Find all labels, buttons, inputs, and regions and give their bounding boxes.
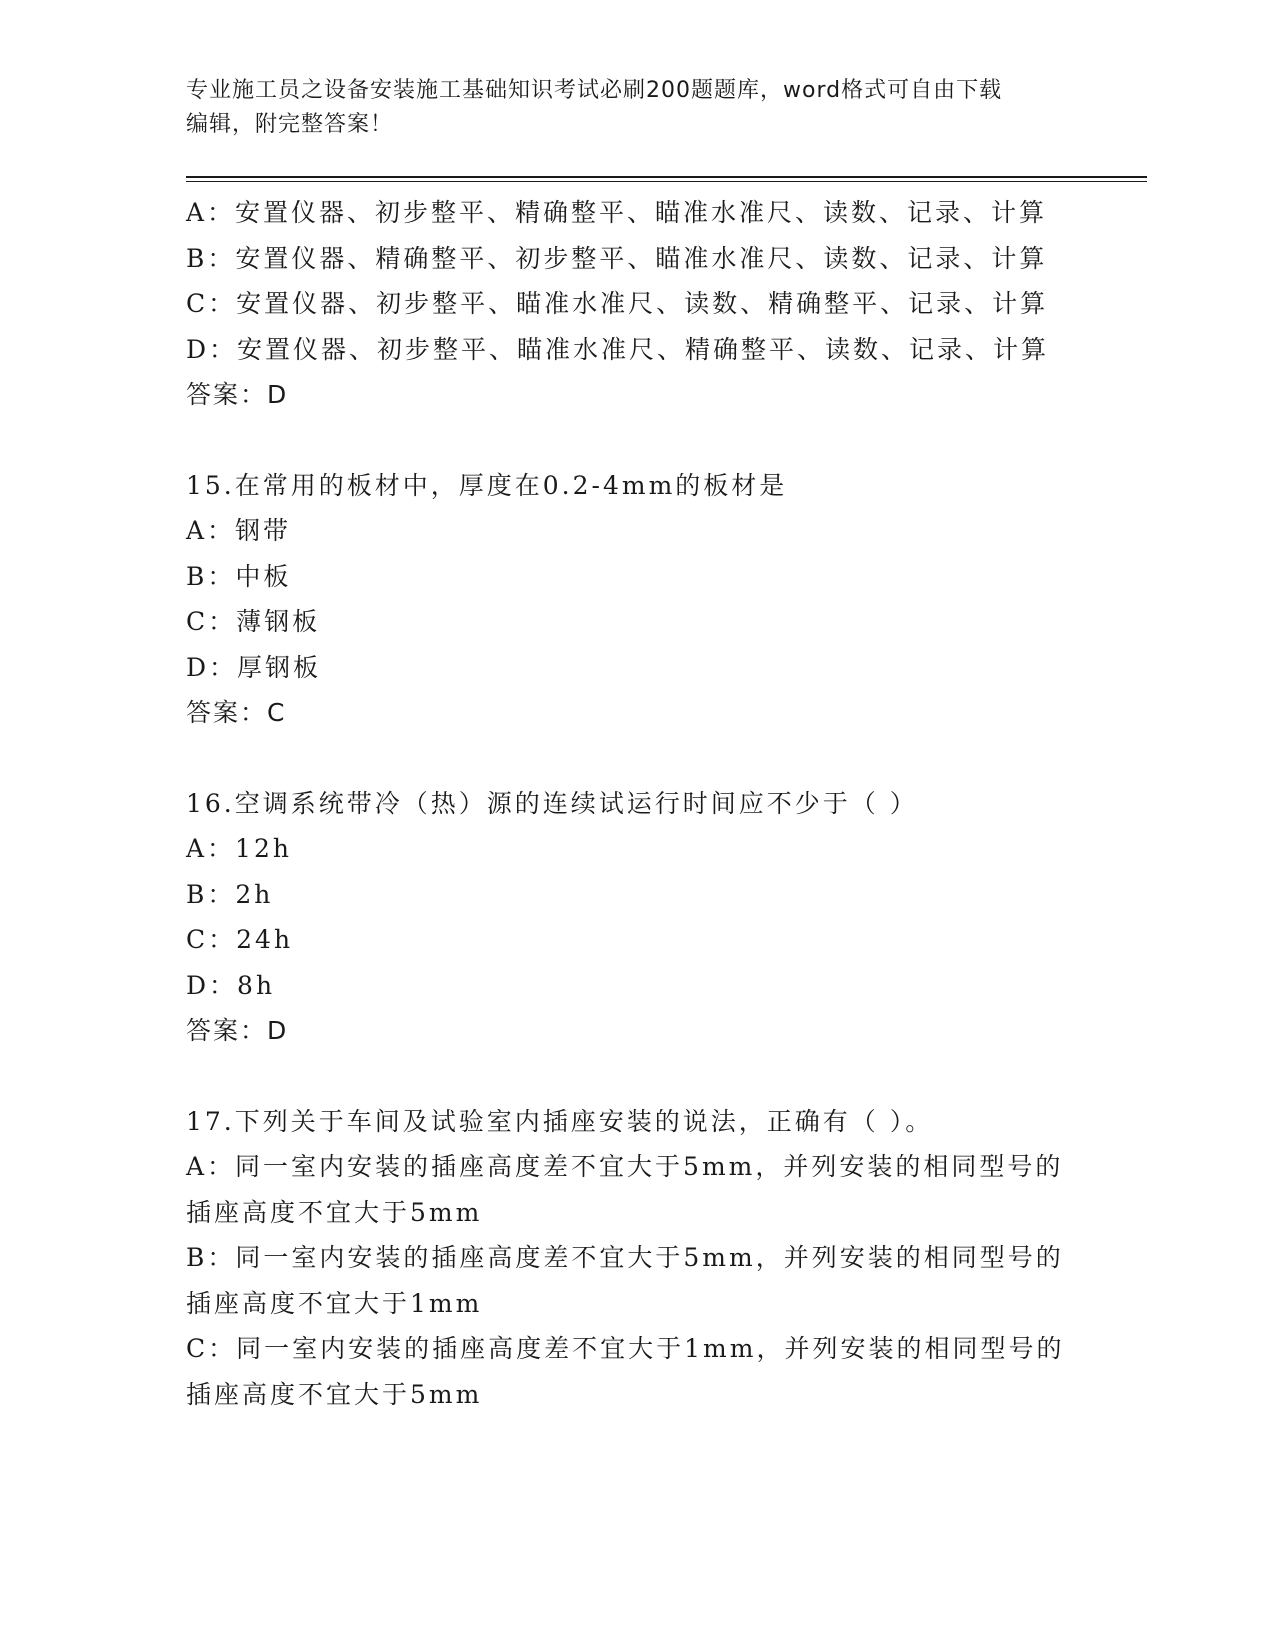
q17-option-c-line-1: C：同一室内安装的插座高度差不宜大于1mm，并列安装的相同型号的	[186, 1334, 1065, 1363]
q17-option-a-line-2: 插座高度不宜大于5mm	[186, 1197, 483, 1227]
q14-option-a: A：安置仪器、初步整平、精确整平、瞄准水准尺、读数、记录、计算	[186, 198, 1048, 227]
question-15-block	[186, 463, 1066, 736]
q14-option-c: C：安置仪器、初步整平、瞄准水准尺、读数、精确整平、记录、计算	[186, 289, 1049, 318]
header-title-line-1: 专业施工员之设备安装施工基础知识考试必刷200题题库，word格式可自由下载	[186, 78, 1003, 103]
q15-option-b: B：中板	[186, 561, 292, 591]
q15-option-a: A：钢带	[186, 516, 292, 545]
q17-option-a-line-1: A：同一室内安装的插座高度差不宜大于5mm，并列安装的相同型号的	[186, 1152, 1064, 1181]
spacer	[186, 418, 1066, 463]
q15-answer: 答案：C	[186, 698, 287, 727]
spacer	[186, 736, 1066, 781]
question-14-block	[186, 190, 1066, 418]
q16-option-b: B：2h	[186, 879, 274, 909]
question-17-block	[186, 1099, 1066, 1418]
q15-option-d: D：厚钢板	[186, 652, 322, 682]
header-title-line-2: 编辑，附完整答案！	[186, 112, 394, 137]
q17-option-b-line-2: 插座高度不宜大于1mm	[186, 1288, 483, 1318]
q16-option-c: C：24h	[186, 925, 294, 954]
q14-option-b: B：安置仪器、精确整平、初步整平、瞄准水准尺、读数、记录、计算	[186, 243, 1048, 273]
q16-question: 16.空调系统带冷（热）源的连续试运行时间应不少于（ ）	[186, 788, 918, 818]
q17-option-b-line-1: B：同一室内安装的插座高度差不宜大于5mm，并列安装的相同型号的	[186, 1243, 1064, 1272]
header-divider-thin	[186, 181, 1147, 182]
document-header	[186, 74, 1066, 142]
q16-answer: 答案：D	[186, 1016, 289, 1045]
q15-question: 15.在常用的板材中，厚度在0.2-4mm的板材是	[186, 470, 788, 500]
spacer	[186, 1054, 1066, 1099]
q15-option-c: C：薄钢板	[186, 607, 321, 636]
q17-question: 17.下列关于车间及试验室内插座安装的说法，正确有（ ）。	[186, 1106, 934, 1136]
q16-option-a: A：12h	[186, 834, 292, 863]
question-16-block	[186, 781, 1066, 1054]
q14-answer: 答案：D	[186, 380, 289, 409]
q16-option-d: D：8h	[186, 970, 276, 1000]
header-divider-thick	[186, 176, 1147, 178]
q17-option-c-line-2: 插座高度不宜大于5mm	[186, 1379, 483, 1409]
question-list	[186, 190, 1066, 1417]
q14-option-d: D：安置仪器、初步整平、瞄准水准尺、精确整平、读数、记录、计算	[186, 334, 1050, 364]
